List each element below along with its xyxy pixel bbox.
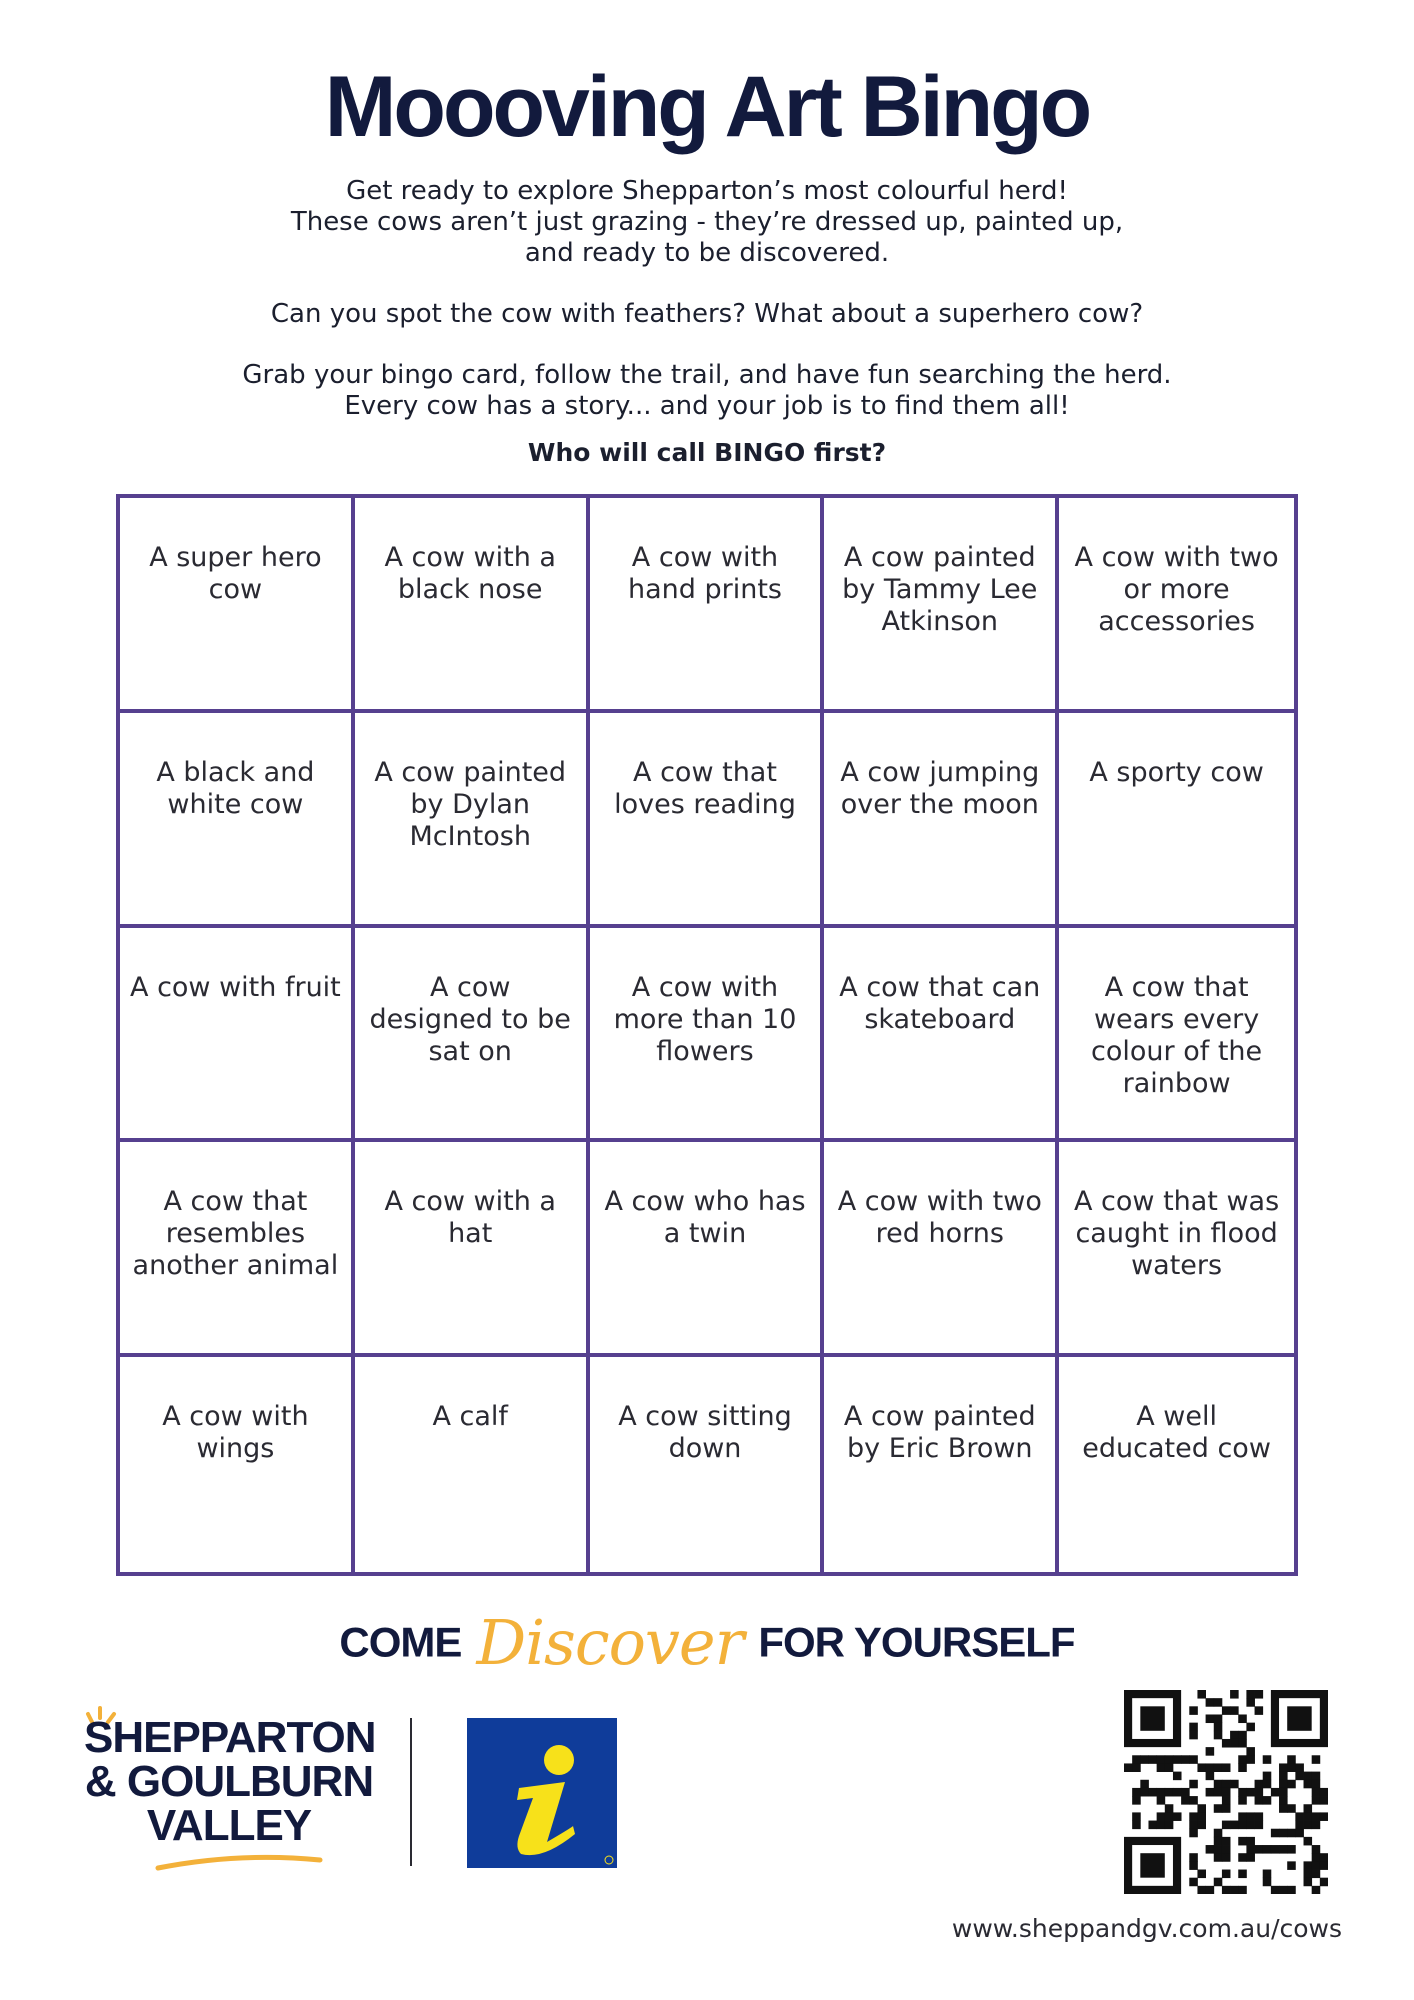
bingo-cell: A cow with a hat — [355, 1142, 590, 1357]
bingo-cell: A super hero cow — [120, 498, 355, 713]
intro-line-5: Grab your bingo card, follow the trail, and have fun searching the herd. — [242, 360, 1172, 390]
shepparton-logo — [84, 1700, 374, 1880]
website-url[interactable]: www.sheppandgv.com.au/cows — [951, 1914, 1342, 1943]
qr-code-icon — [1124, 1690, 1328, 1894]
bingo-cell: A cow that resembles another animal — [120, 1142, 355, 1357]
bingo-cell: A cow jumping over the moon — [824, 713, 1059, 928]
bingo-cell: A sporty cow — [1059, 713, 1294, 928]
bingo-cell: A cow with two red horns — [824, 1142, 1059, 1357]
tagline — [0, 1606, 1414, 1679]
bingo-cell: A cow painted by Dylan McIntosh — [355, 713, 590, 928]
bingo-cell: A cow that wears every colour of the rainbow — [1059, 928, 1294, 1143]
bingo-cell: A cow that can skateboard — [824, 928, 1059, 1143]
intro-line-3: and ready to be discovered. — [524, 238, 890, 268]
bingo-grid — [116, 494, 1298, 1576]
bingo-cell: A cow with more than 10 flowers — [590, 928, 825, 1143]
logo-divider — [410, 1718, 412, 1866]
bingo-cell: A cow with wings — [120, 1357, 355, 1572]
bingo-cell: A cow painted by Tammy Lee Atkinson — [824, 498, 1059, 713]
swoosh-icon — [154, 1850, 324, 1876]
bingo-cell: A cow with two or more accessories — [1059, 498, 1294, 713]
bingo-cell: A black and white cow — [120, 713, 355, 928]
page-title: Moooving Art Bingo — [324, 59, 1090, 155]
bingo-cell: A cow with hand prints — [590, 498, 825, 713]
bingo-cell: A well educated cow — [1082, 1401, 1271, 1465]
bingo-question: Who will call BINGO first? — [527, 438, 887, 467]
bingo-cell: A cow that loves reading — [590, 713, 825, 928]
logo-line-1: SHEPPARTON — [84, 1713, 376, 1762]
tagline-come: COME — [339, 1618, 462, 1666]
logo-line-2: & GOULBURN — [84, 1757, 374, 1806]
tagline-discover: Discover — [476, 1606, 744, 1679]
tagline-rest: FOR YOURSELF — [758, 1618, 1075, 1666]
intro-text — [0, 176, 1414, 452]
visitor-information-i-icon — [467, 1718, 617, 1868]
bingo-cell: A cow that was caught in flood waters — [1059, 1142, 1294, 1357]
intro-line-6: Every cow has a story... and your job is to find them all! — [344, 391, 1070, 421]
bingo-cell: A calf — [355, 1357, 590, 1572]
bingo-cell: A cow who has a twin — [590, 1142, 825, 1357]
intro-line-1: Get ready to explore Shepparton’s most colourful herd! — [346, 176, 1068, 206]
bingo-cell: A cow painted by Eric Brown — [824, 1357, 1059, 1572]
logo-line-3: VALLEY — [146, 1801, 312, 1850]
intro-line-2: These cows aren’t just grazing - they’re dressed up, painted up, — [290, 207, 1124, 237]
bingo-cell: A cow sitting down — [590, 1357, 825, 1572]
visitor-info-logo — [467, 1718, 617, 1868]
bingo-cell: A cow designed to be sat on — [355, 928, 590, 1143]
bingo-cell: A cow with a black nose — [355, 498, 590, 713]
intro-line-4: Can you spot the cow with feathers? What about a superhero cow? — [270, 299, 1144, 329]
bingo-cell: A cow with fruit — [120, 928, 355, 1143]
